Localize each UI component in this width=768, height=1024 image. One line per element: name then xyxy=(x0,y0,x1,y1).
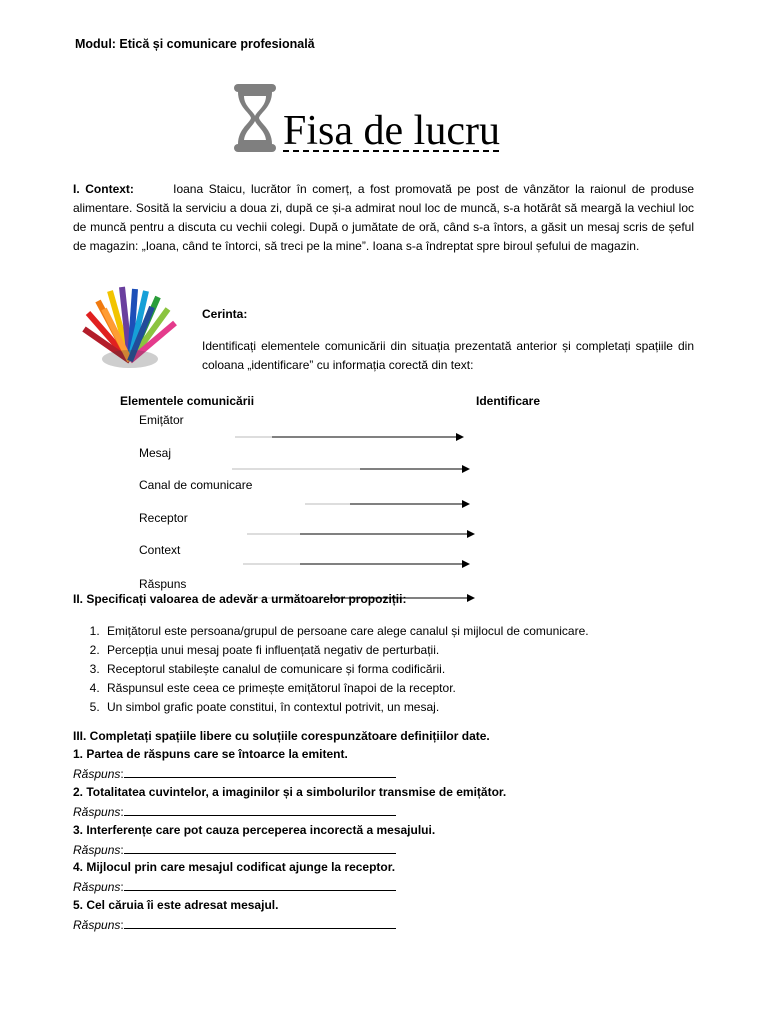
context-label: I. Context: xyxy=(73,182,134,196)
task-text: Identificați elementele comunicării din situația prezentată anterior și completați spațiile din coloana „identificare” cu informația corectă din text: xyxy=(202,339,694,372)
answer-line-3[interactable]: Răspuns: xyxy=(73,842,396,857)
list-item: 5. Un simbol grafic poate constitui, în contextul potrivit, un mesaj. xyxy=(103,698,723,717)
element-label-context: Context xyxy=(139,543,181,557)
question-3: 3. Interferențe care pot cauza perceperea incorectă a mesajului. xyxy=(73,823,436,837)
answer-line-1[interactable]: Răspuns: xyxy=(73,766,396,781)
element-label-message: Mesaj xyxy=(139,446,172,460)
question-4: 4. Mijlocul prin care mesajul codificat ajunge la receptor. xyxy=(73,860,396,874)
column-header-elements: Elementele comunicării xyxy=(120,394,255,408)
section3-heading: III. Completați spațiile libere cu soluțiile corespunzătoare definițiilor date. xyxy=(73,729,490,743)
question-1: 1. Partea de răspuns care se întoarce la emitent. xyxy=(73,747,348,761)
answer-label: Răspuns xyxy=(73,880,121,894)
question-2: 2. Totalitatea cuvintelor, a imaginilor și a simbolurilor transmise de emițător. xyxy=(73,785,507,799)
answer-blank[interactable] xyxy=(124,804,396,816)
section2-heading: II. Specificați valoarea de adevăr a următoarelor propoziții: xyxy=(73,592,407,606)
context-text: Ioana Staicu, lucrător în comerț, a fost promovată pe post de vânzător la raionul de produse alimentare. Sosită la serviciu a doua zi, după ce și-a admirat noul loc de muncă, s-a hotărât să meargă la vechiul loc de muncă pentru a discuta cu vechii colegi. După o jumătate de oră, când s-a întors, a găsit un mesaj scris de șeful de magazin: „Ioana, când te întorci, să treci pe la mine”. Ioana s-a îndreptat spre biroul șefului de magazin. xyxy=(73,182,695,253)
answer-label: Răspuns xyxy=(73,843,121,857)
column-header-identification: Identificare xyxy=(476,394,541,408)
answer-line-5[interactable]: Răspuns: xyxy=(73,917,396,932)
list-item: 2. Percepția unui mesaj poate fi influențată negativ de perturbații. xyxy=(103,641,723,660)
answer-blank[interactable] xyxy=(124,842,396,854)
answer-line-2[interactable]: Răspuns: xyxy=(73,804,396,819)
element-label-receiver: Receptor xyxy=(139,511,188,525)
task-heading: Cerinta: xyxy=(202,307,248,321)
true-false-list xyxy=(73,622,723,717)
answer-label: Răspuns xyxy=(73,805,121,819)
answer-label: Răspuns xyxy=(73,918,121,932)
answer-blank[interactable] xyxy=(124,917,396,929)
answer-label: Răspuns xyxy=(73,767,121,781)
element-label-channel: Canal de comunicare xyxy=(139,478,253,492)
answer-blank[interactable] xyxy=(124,766,396,778)
list-item: 3. Receptorul stabilește canalul de comunicare și forma codificării. xyxy=(103,660,723,679)
page-title: Fisa de lucru xyxy=(283,108,500,154)
answer-line-4[interactable]: Răspuns: xyxy=(73,879,396,894)
answer-blank[interactable] xyxy=(124,879,396,891)
list-item: 4. Răspunsul este ceea ce primește emițătorul înapoi de la receptor. xyxy=(103,679,723,698)
module-title: Modul: Etică și comunicare profesională xyxy=(75,37,315,51)
question-5: 5. Cel căruia îi este adresat mesajul. xyxy=(73,898,279,912)
list-item: 1. Emițătorul este persoana/grupul de persoane care alege canalul și mijlocul de comunicare. xyxy=(103,622,723,641)
element-label-response: Răspuns xyxy=(139,577,187,591)
element-label-emitter: Emițător xyxy=(139,413,184,427)
